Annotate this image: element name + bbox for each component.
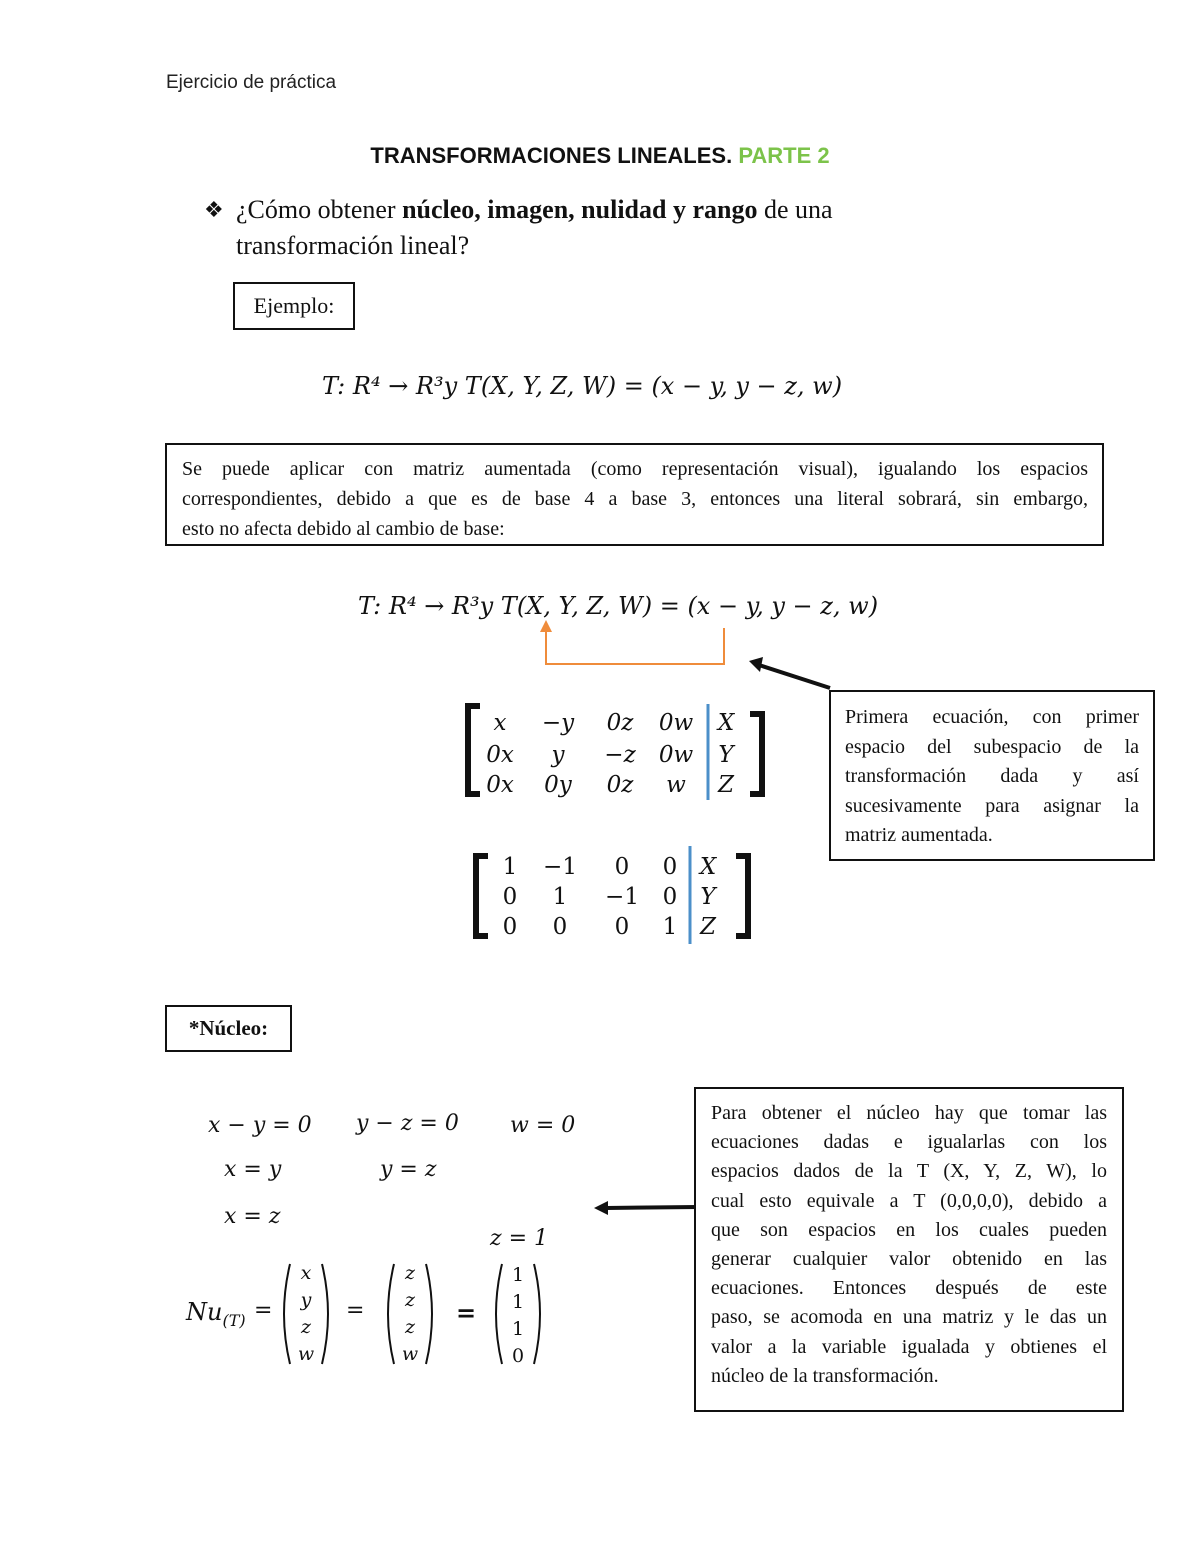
diamond-bullet-icon: ❖ (204, 197, 224, 222)
ms-r3c4: w (666, 772, 686, 798)
side1-line-1: Primera ecuación, con primer (845, 706, 1139, 728)
note-box (165, 443, 1104, 546)
mn-r2c3: −1 (605, 884, 639, 910)
mn-r1c2: −1 (543, 854, 577, 880)
vec1-z: z (300, 1316, 311, 1338)
mn-r2c1: 0 (502, 884, 518, 910)
side1-line-3: transformación dada y así (845, 765, 1139, 787)
side2-line-3: espacios dados de la T (X, Y, Z, W), lo (711, 1160, 1107, 1183)
ms-r1c3: 0z (606, 710, 634, 736)
ms-r1c5: X (717, 710, 735, 736)
side2-line-2: ecuaciones dadas e igualarlas con los (711, 1131, 1107, 1154)
mn-r1c1: 1 (502, 854, 518, 880)
vec2-z3: z (404, 1316, 415, 1338)
title-main: TRANSFORMACIONES LINEALES. (370, 143, 733, 168)
mn-r2c4: 0 (662, 884, 678, 910)
eq-w: w = 0 (510, 1113, 576, 1138)
eq-y-eq-z: y = z (380, 1157, 437, 1182)
vec3-0: 0 (511, 1345, 525, 1367)
side1-line-5: matriz aumentada. (845, 824, 993, 846)
ms-r3c1: 0x (486, 772, 514, 798)
side1-line-2: espacio del subespacio de la (845, 735, 1139, 758)
eq-x-minus-y: x − y = 0 (208, 1113, 312, 1138)
side2-line-10: núcleo de la transformación. (711, 1364, 939, 1387)
mn-r3c1: 0 (502, 914, 518, 940)
eq-x-eq-z: x = z (224, 1204, 281, 1229)
ms-r3c2: 0y (544, 772, 572, 798)
nu-equals-2: = (346, 1298, 365, 1323)
vec1-x: x (300, 1262, 312, 1284)
ms-r2c2: y (551, 742, 565, 768)
vec3-1b: 1 (511, 1291, 525, 1313)
nu-label: $Nu_{(T)}$ (186, 1298, 246, 1330)
note-line-2: correspondientes, debido a que es de base 4 a base 3, entonces una literal sobrará, sin embargo, (182, 488, 1088, 510)
ms-r1c2: −y (541, 710, 575, 736)
side2-line-6: generar cualquier valor obtenido en las (711, 1248, 1107, 1271)
page-header: Ejercicio de práctica (166, 72, 337, 93)
eq-y-minus-z: y − z = 0 (356, 1111, 459, 1136)
formula-2: T: R⁴ → R³y T(X, Y, Z, W) = (x − y, y − z, w) (358, 592, 879, 620)
side2-line-1: Para obtener el núcleo hay que tomar las (711, 1102, 1107, 1124)
ms-r2c5: Y (718, 742, 734, 768)
question-post: de una (757, 195, 833, 224)
mn-r3c5: Z (700, 914, 716, 940)
mn-r2c5: Y (700, 884, 716, 910)
page-title (0, 143, 1200, 169)
question-line2: transformación lineal? (236, 231, 470, 260)
question-bold: núcleo, imagen, nulidad y rango (402, 195, 758, 224)
nucleo-label: *Núcleo: (188, 1016, 269, 1040)
vec3-1c: 1 (511, 1318, 525, 1340)
mn-r1c4: 0 (662, 854, 678, 880)
ms-r3c3: 0z (606, 772, 634, 798)
eq-z-eq-1: z = 1 (490, 1226, 549, 1251)
ms-r1c1: x (493, 710, 507, 736)
nu-equals-3: = (456, 1298, 477, 1327)
title-part: PARTE 2 (738, 143, 830, 168)
matrix-symbolic (462, 700, 772, 800)
vec1-y: y (300, 1289, 312, 1311)
side2-line-5: que son espacios en los cuales pueden (711, 1218, 1107, 1241)
ms-r3c5: Z (718, 772, 734, 798)
question-pre: ¿Cómo obtener (236, 195, 403, 224)
mn-r3c2: 0 (552, 914, 568, 940)
mn-r2c2: 1 (552, 884, 568, 910)
example-label-box (233, 282, 355, 330)
side-box-2 (694, 1087, 1124, 1412)
side2-line-4: cual esto equivale a T (0,0,0,0), debido a (711, 1189, 1107, 1212)
ms-r2c1: 0x (486, 742, 514, 768)
example-label: Ejemplo: (253, 293, 335, 318)
side-box-1 (829, 690, 1155, 861)
eq-x-eq-y: x = y (224, 1157, 282, 1182)
vec2-w: w (401, 1343, 419, 1365)
mn-r3c3: 0 (614, 914, 630, 940)
matrix-numeric (470, 842, 760, 942)
side2-line-7: ecuaciones. Entonces después de este (711, 1277, 1107, 1300)
mn-r1c5: X (699, 854, 717, 880)
ms-r2c3: −z (604, 742, 636, 768)
orange-connector-arrow (530, 618, 735, 670)
vec2-z1: z (404, 1262, 415, 1284)
side1-line-4: sucesivamente para asignar la (845, 794, 1139, 817)
vec2-z2: z (404, 1289, 415, 1311)
vec3-1a: 1 (511, 1264, 525, 1286)
side2-line-9: valor a la variable igualada y obtienes el (711, 1335, 1107, 1358)
note-line-1: Se puede aplicar con matriz aumentada (como representación visual), igualando los espacios (182, 458, 1088, 480)
formula-1: T: R⁴ → R³y T(X, Y, Z, W) = (x − y, y − z, w) (322, 372, 843, 400)
nu-equals-1: = (254, 1298, 273, 1323)
mn-r1c3: 0 (614, 854, 630, 880)
nucleus-expression (186, 1258, 566, 1373)
arrow-to-equations-icon (590, 1196, 700, 1220)
note-line-3: esto no afecta debido al cambio de base: (182, 518, 505, 540)
ms-r1c4: 0w (658, 710, 694, 736)
ms-r2c4: 0w (658, 742, 694, 768)
nucleo-label-box (165, 1005, 292, 1052)
vec1-w: w (297, 1343, 315, 1365)
side2-line-8: paso, se acomoda en una matriz y le das un (711, 1306, 1107, 1329)
arrow-to-formula-icon (745, 655, 835, 695)
mn-r3c4: 1 (662, 914, 678, 940)
